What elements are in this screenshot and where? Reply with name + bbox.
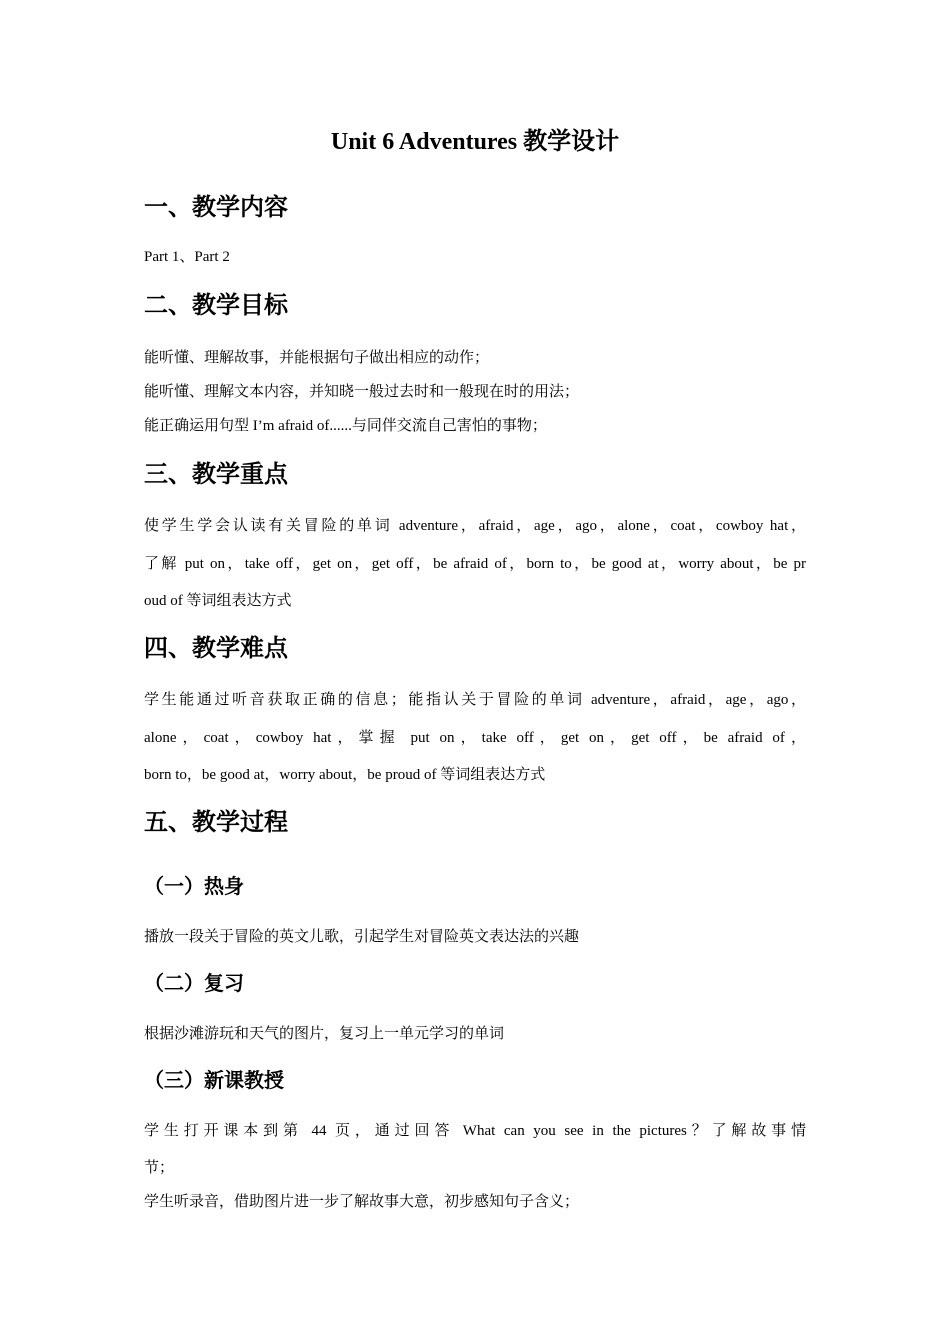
section-heading-difficulties: 四、教学难点 (144, 636, 288, 662)
difficulty-line: born to，be good at，worry about，be proud of 等词组表达方式 (144, 767, 546, 783)
difficulty-line: 学生能通过听音获取正确的信息；能指认关于冒险的单词 adventure，afraid，age，ago， (144, 692, 806, 708)
section-heading-objectives: 二、教学目标 (144, 293, 288, 319)
document-title: Unit 6 Adventures 教学设计 (330, 129, 620, 155)
subsection-heading-review: （二）复习 (144, 973, 244, 995)
subsection-heading-warmup: （一）热身 (144, 876, 244, 898)
objective-line: 能听懂、理解故事，并能根据句子做出相应的动作； (144, 350, 490, 366)
section-heading-key-points: 三、教学重点 (144, 462, 288, 488)
objective-line: 能正确运用句型 I’m afraid of......与同伴交流自己害怕的事物； (144, 418, 547, 434)
key-point-line: 使学生学会认读有关冒险的单词 adventure，afraid，age，ago，alone，coat，cowboy hat， (144, 518, 806, 534)
key-point-line: oud of 等词组表达方式 (144, 593, 292, 609)
process-line: 学生打开课本到第 44 页，通过回答 What can you see in the pictures？了解故事情 (144, 1123, 806, 1139)
section-heading-content: 一、教学内容 (144, 195, 288, 221)
process-line: 学生听录音，借助图片进一步了解故事大意，初步感知句子含义； (144, 1194, 580, 1210)
difficulty-line: alone，coat，cowboy hat，掌握 put on，take off，get on，get off，be afraid of， (144, 730, 806, 746)
subsection-heading-new-lesson: （三）新课教授 (144, 1070, 284, 1092)
process-line: 节； (144, 1160, 175, 1176)
process-line: 播放一段关于冒险的英文儿歌，引起学生对冒险英文表达法的兴趣 (144, 929, 580, 945)
objective-line: 能听懂、理解文本内容，并知晓一般过去时和一般现在时的用法； (144, 384, 580, 400)
key-point-line: 了解 put on，take off，get on，get off，be afraid of，born to，be good at，worry about，be pr (144, 556, 806, 572)
process-line: 根据沙滩游玩和天气的图片，复习上一单元学习的单词 (144, 1026, 505, 1042)
content-line: Part 1、Part 2 (144, 249, 230, 265)
section-heading-process: 五、教学过程 (144, 810, 288, 836)
